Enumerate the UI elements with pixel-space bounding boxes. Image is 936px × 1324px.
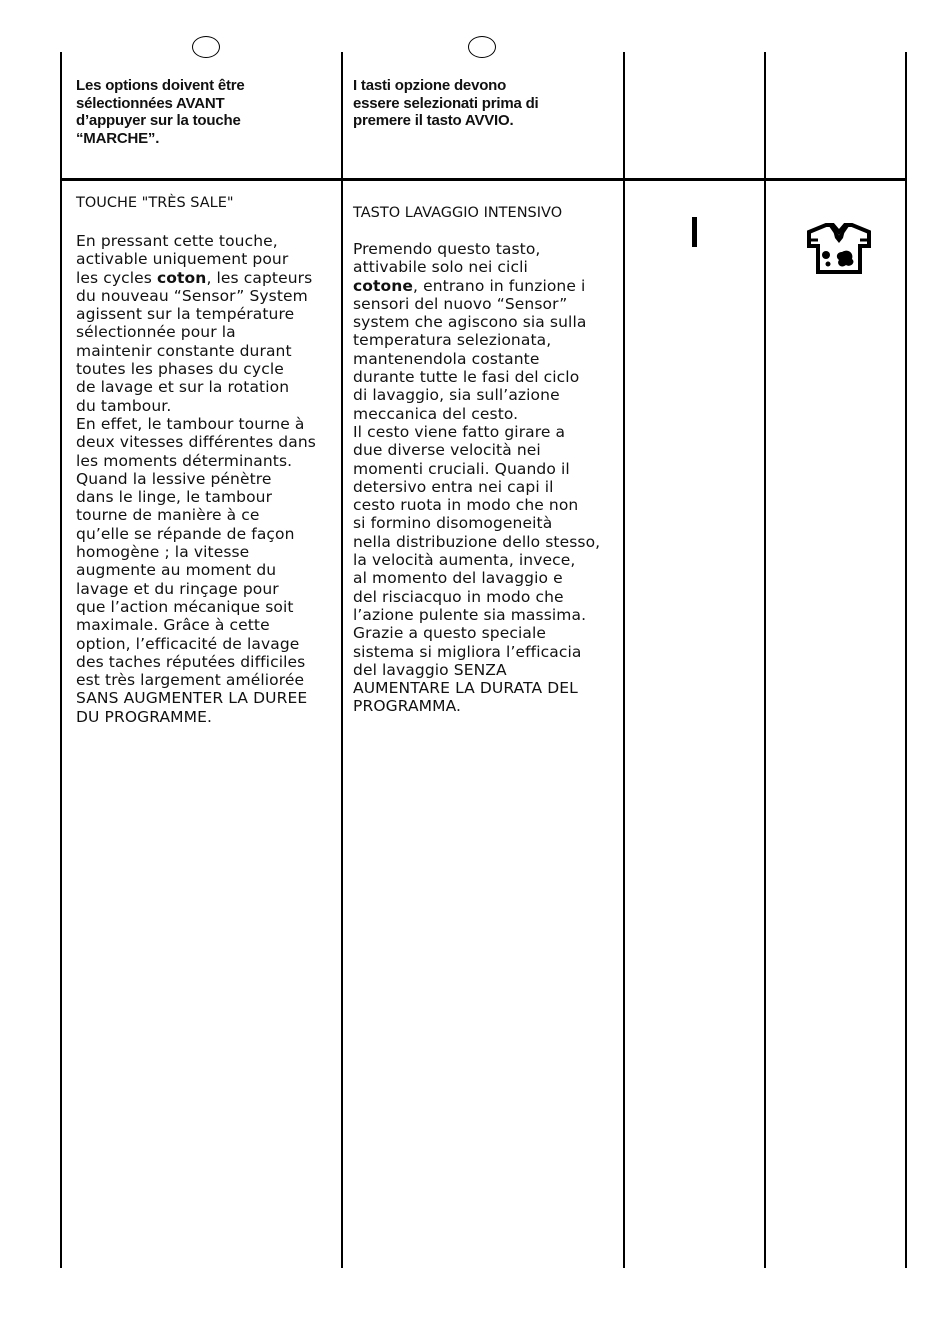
french-language-circle-icon	[192, 36, 220, 58]
french-body-bold: coton	[157, 268, 207, 287]
italian-body-bold: cotone	[353, 276, 414, 295]
stained-shirt-icon	[806, 222, 872, 274]
french-note: Les options doivent être sélectionnées AVANT d’appuyer sur la touche “MARCHE”.	[76, 77, 245, 147]
french-body-text-2: , les capteurs du nouveau “Sensor” System agissent sur la température sélectionnée pour la maintenir constante durant toutes les phases du cycle de lavage et sur la rotation du tambour. En effet, le tambour tourne à deux vitesses différentes dans les moments déterminants. Quand la lessive pénètre dans le linge, le tambour tourne de manière à ce qu’elle se répande de façon homogène ; la vitesse augmente au moment du lavage et du rinçage pour que l’action mécanique soit maximale. Grâce à cette option, l’efficacité de lavage des taches réputées difficiles est très largement améliorée SANS AUGMENTER LA DUREE DU PROGRAMME.	[76, 268, 316, 726]
french-heading: TOUCHE "TRÈS SALE"	[76, 195, 234, 211]
column-divider-3	[623, 52, 625, 1268]
italian-language-circle-icon	[468, 36, 496, 58]
column-divider-1	[60, 52, 62, 1268]
row-divider	[60, 178, 907, 181]
french-body-text-1: En pressant cette touche, activable uniquement pour les cycles	[76, 232, 289, 287]
italian-body-text-2: , entrano in funzione i sensori del nuovo “Sensor” system che agiscono sia sulla temperatura selezionata, mantenendola costante durante tutte le fasi del ciclo di lavaggio, sia sull’azione meccanica del cesto. Il cesto viene fatto girare a due diverse velocità nei momenti cruciali. Quando il detersivo entra nei capi il cesto ruota in modo che non si formino disomogeneità nella distribuzione dello stesso, la velocità aumenta, invece, al momento del lavaggio e del risciacquo in modo che l’azione pulente sia massima. Grazie a questo speciale sistema si migliora l’efficacia del lavaggio SENZA AUMENTARE LA DURATA DEL PROGRAMMA.	[353, 276, 601, 716]
italian-body	[353, 240, 618, 716]
french-body	[76, 232, 338, 726]
column-divider-2	[341, 52, 343, 1268]
italian-note: I tasti opzione devono essere selezionati prima di premere il tasto AVVIO.	[353, 77, 539, 129]
italian-heading: TASTO LAVAGGIO INTENSIVO	[353, 205, 563, 221]
button-bar-icon	[692, 217, 697, 247]
column-divider-5	[905, 52, 907, 1268]
column-divider-4	[764, 52, 766, 1268]
italian-body-text-1: Premendo questo tasto, attivabile solo nei cicli	[353, 240, 541, 277]
